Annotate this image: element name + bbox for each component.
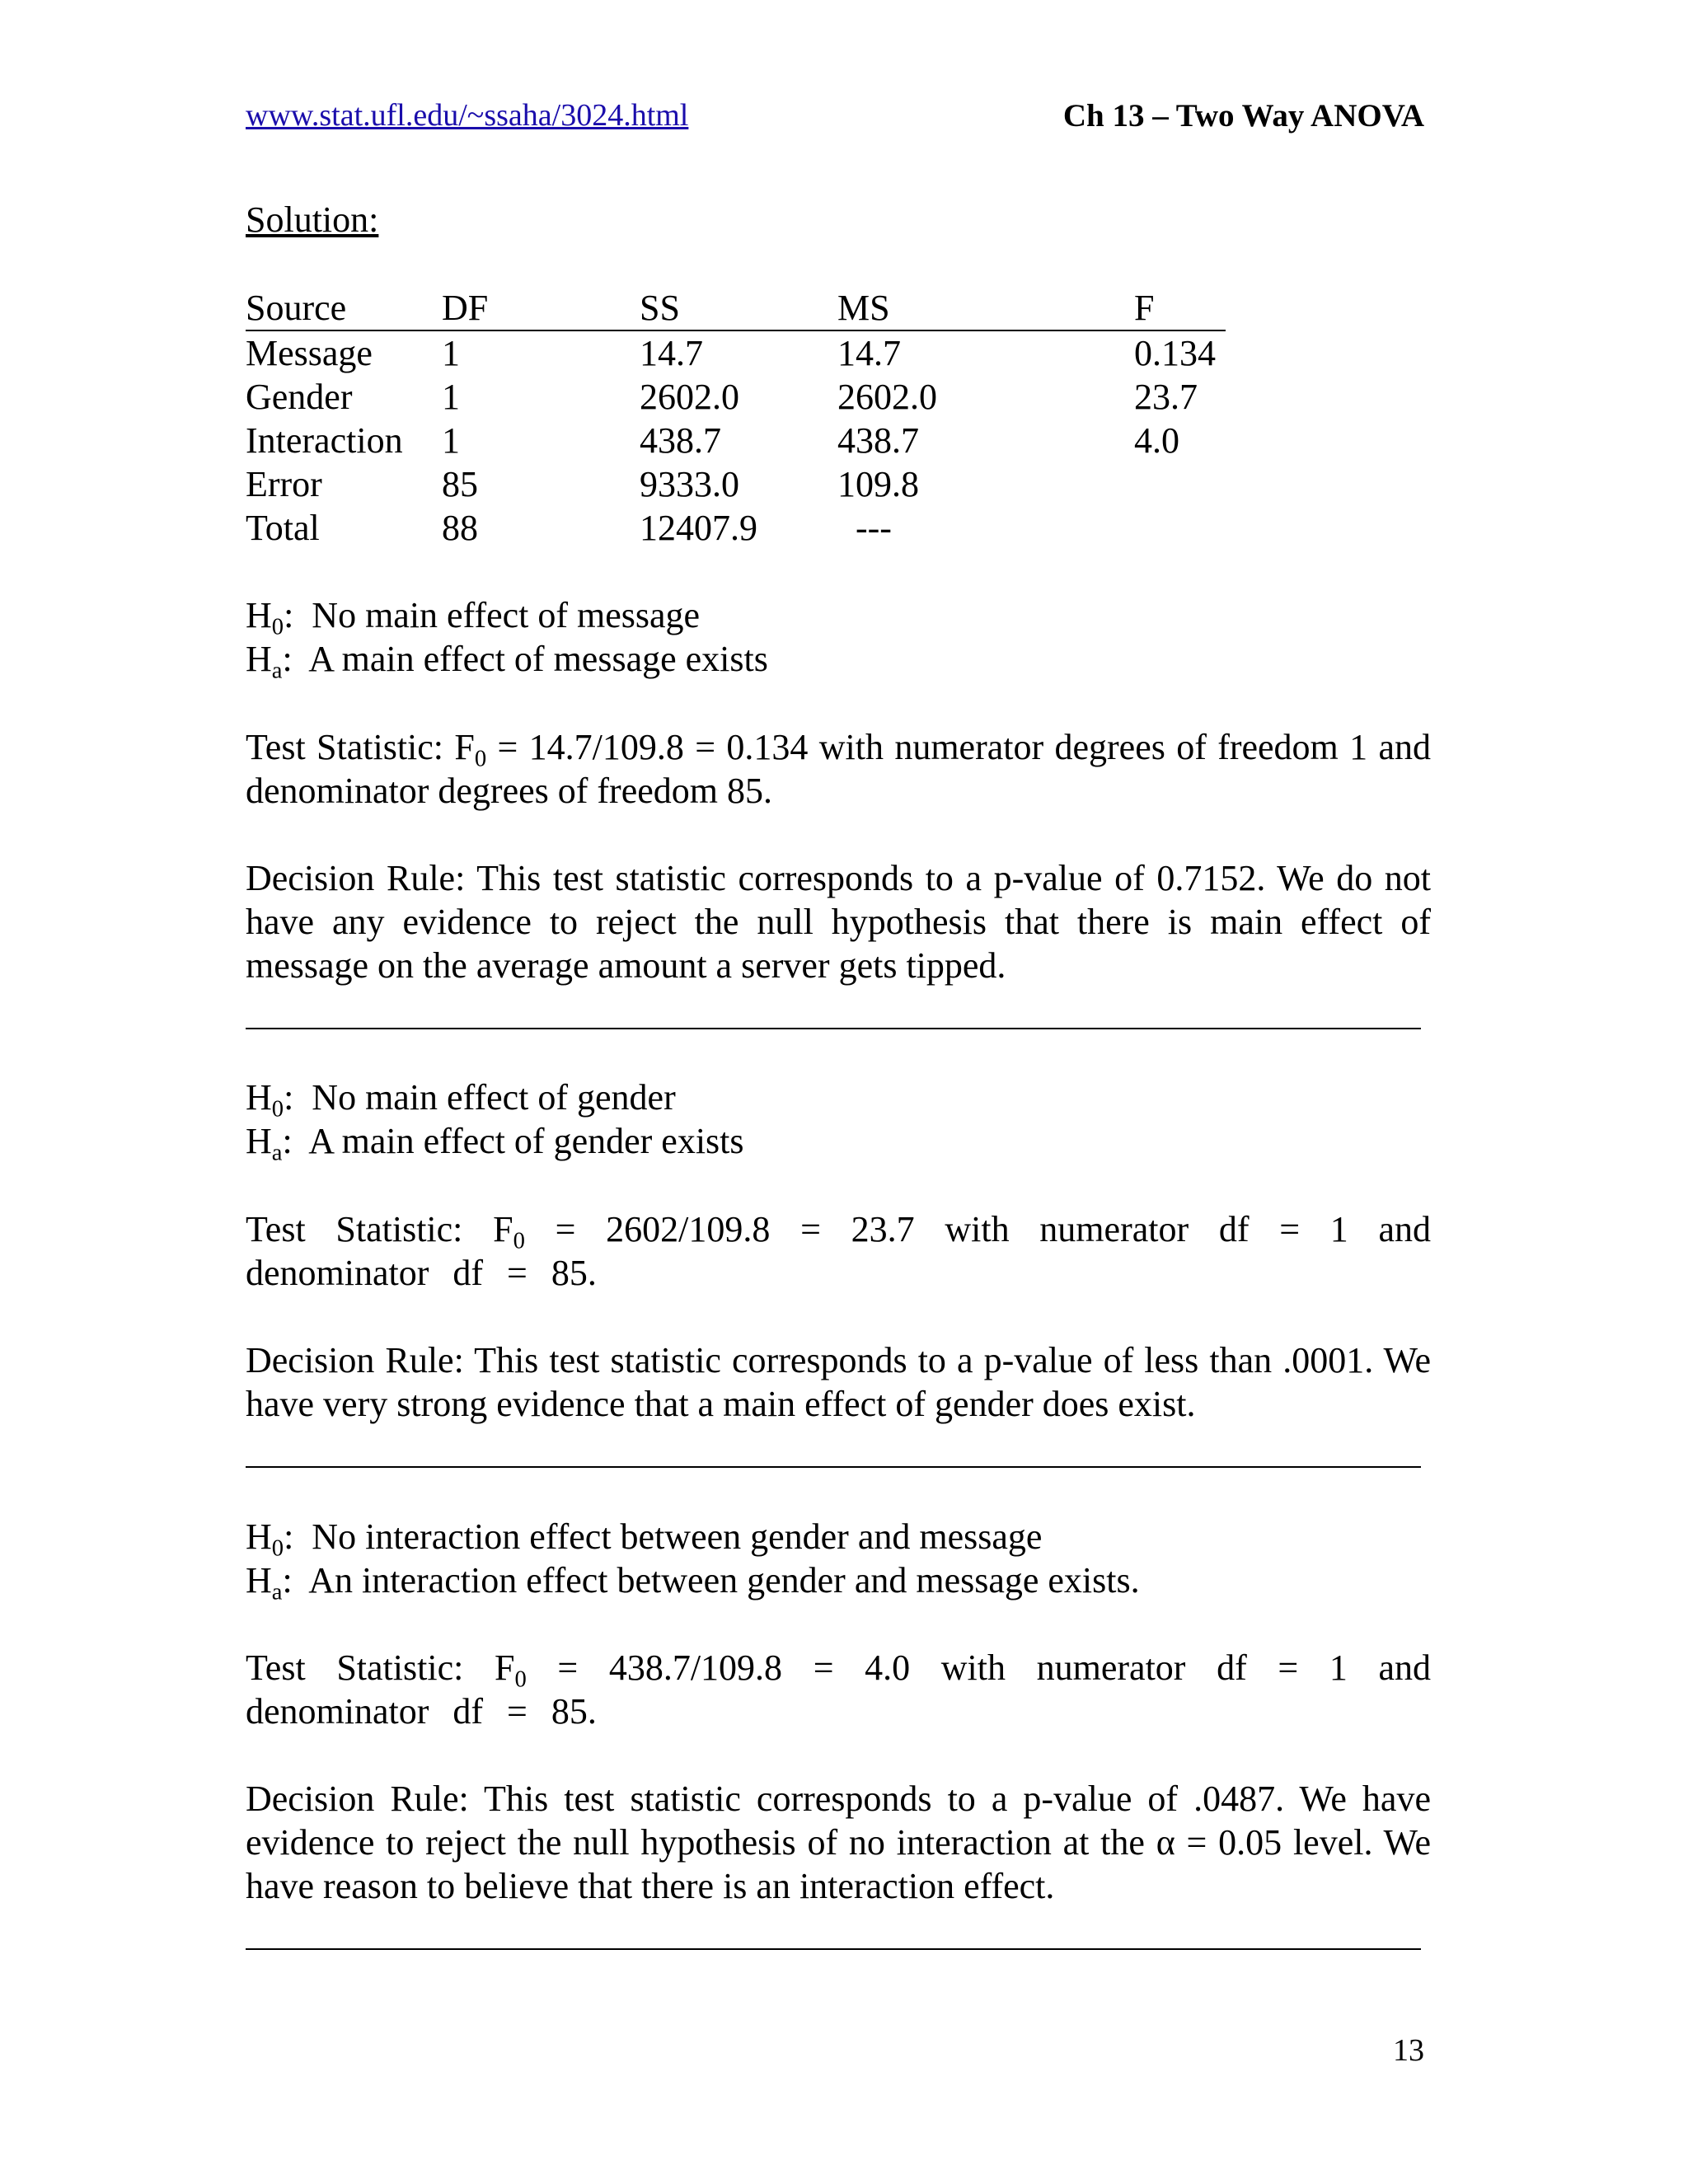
decision-rule-gender: Decision Rule: This test statistic corresponds to a p-value of less than .0001. We have very strong evidence that a main effect of gender does exist. bbox=[246, 1340, 1431, 1424]
cell-f: 4.0 bbox=[1134, 420, 1179, 461]
cell-ms: --- bbox=[837, 508, 892, 548]
cell-df: 85 bbox=[442, 464, 478, 504]
col-header-source: Source bbox=[246, 286, 442, 330]
null-hypothesis-gender: $H_0$: No main effect of gender bbox=[246, 1077, 676, 1122]
cell-source: Total bbox=[246, 508, 320, 548]
chapter-title: Ch 13 – Two Way ANOVA bbox=[1062, 98, 1424, 134]
cell-source: Message bbox=[246, 333, 373, 373]
cell-f bbox=[1134, 462, 1226, 506]
null-hypothesis-message: $H_0$: No main effect of message bbox=[246, 595, 701, 640]
decision-rule-interaction: Decision Rule: This test statistic corresponds to a p-value of .0487. We have evidence to reject the null hypothesis of no interaction at the α = 0.05 level. We have reason to believe that there is an interaction effect. bbox=[246, 1779, 1431, 1906]
alt-hypothesis-message: $H_a$: A main effect of message exists bbox=[246, 639, 768, 684]
test-statistic-interaction: Test Statistic: $F_0 = 438.7/109.8 = 4.0$ with numerator df = 1 and denominator df = 85. bbox=[246, 1647, 1432, 1732]
col-header-ss: SS bbox=[640, 286, 837, 330]
page-number: 13 bbox=[1393, 2033, 1424, 2068]
col-header-f: F bbox=[1134, 286, 1226, 330]
table-row bbox=[246, 419, 1226, 462]
alt-hypothesis-gender: $H_a$: A main effect of gender exists bbox=[246, 1121, 744, 1166]
cell-ss: 12407.9 bbox=[640, 508, 757, 548]
cell-f: 23.7 bbox=[1134, 377, 1198, 417]
cell-source: Interaction bbox=[246, 420, 403, 461]
anova-table bbox=[246, 286, 1226, 550]
cell-f: 0.134 bbox=[1134, 333, 1216, 373]
table-row bbox=[246, 330, 1226, 375]
cell-f bbox=[1134, 506, 1226, 550]
header-url-link[interactable]: www.stat.ufl.edu/~ssaha/3024.html bbox=[246, 98, 689, 133]
col-header-ms: MS bbox=[837, 286, 1134, 330]
decision-rule-message: Decision Rule: This test statistic corresponds to a p-value of 0.7152. We do not have any evidence to reject the null hypothesis that there is main effect of message on the average amount a server gets tipped. bbox=[246, 858, 1431, 986]
cell-df: 1 bbox=[442, 420, 460, 461]
test-statistic-message: Test Statistic: $F_0 = 14.7/109.8 = 0.134$ with numerator degrees of freedom 1 and denominator degrees of freedom 85. bbox=[246, 727, 1432, 811]
alt-hypothesis-interaction: $H_a$: An interaction effect between gender and message exists. bbox=[246, 1560, 1140, 1605]
section-divider bbox=[246, 1466, 1421, 1468]
cell-df: 1 bbox=[442, 377, 460, 417]
test-statistic-gender: Test Statistic: $F_0 = 2602/109.8 = 23.7$ with numerator df = 1 and denominator df = 85. bbox=[246, 1209, 1432, 1293]
cell-ss: 9333.0 bbox=[640, 464, 739, 504]
anova-header-row bbox=[246, 286, 1226, 330]
cell-df: 88 bbox=[442, 508, 478, 548]
cell-source: Gender bbox=[246, 377, 353, 417]
section-divider bbox=[246, 1028, 1421, 1029]
table-row bbox=[246, 506, 1226, 550]
cell-ms: 109.8 bbox=[837, 464, 919, 504]
table-row bbox=[246, 375, 1226, 419]
solution-label: Solution: bbox=[246, 199, 379, 240]
cell-ss: 2602.0 bbox=[640, 377, 739, 417]
cell-ms: 14.7 bbox=[837, 333, 901, 373]
col-header-df: DF bbox=[442, 286, 640, 330]
cell-ss: 438.7 bbox=[640, 420, 721, 461]
table-row bbox=[246, 462, 1226, 506]
cell-df: 1 bbox=[442, 333, 460, 373]
section-divider bbox=[246, 1948, 1421, 1950]
cell-ss: 14.7 bbox=[640, 333, 703, 373]
cell-ms: 2602.0 bbox=[837, 377, 937, 417]
cell-source: Error bbox=[246, 464, 322, 504]
cell-ms: 438.7 bbox=[837, 420, 919, 461]
null-hypothesis-interaction: $H_0$: No interaction effect between gender and message bbox=[246, 1516, 1043, 1562]
